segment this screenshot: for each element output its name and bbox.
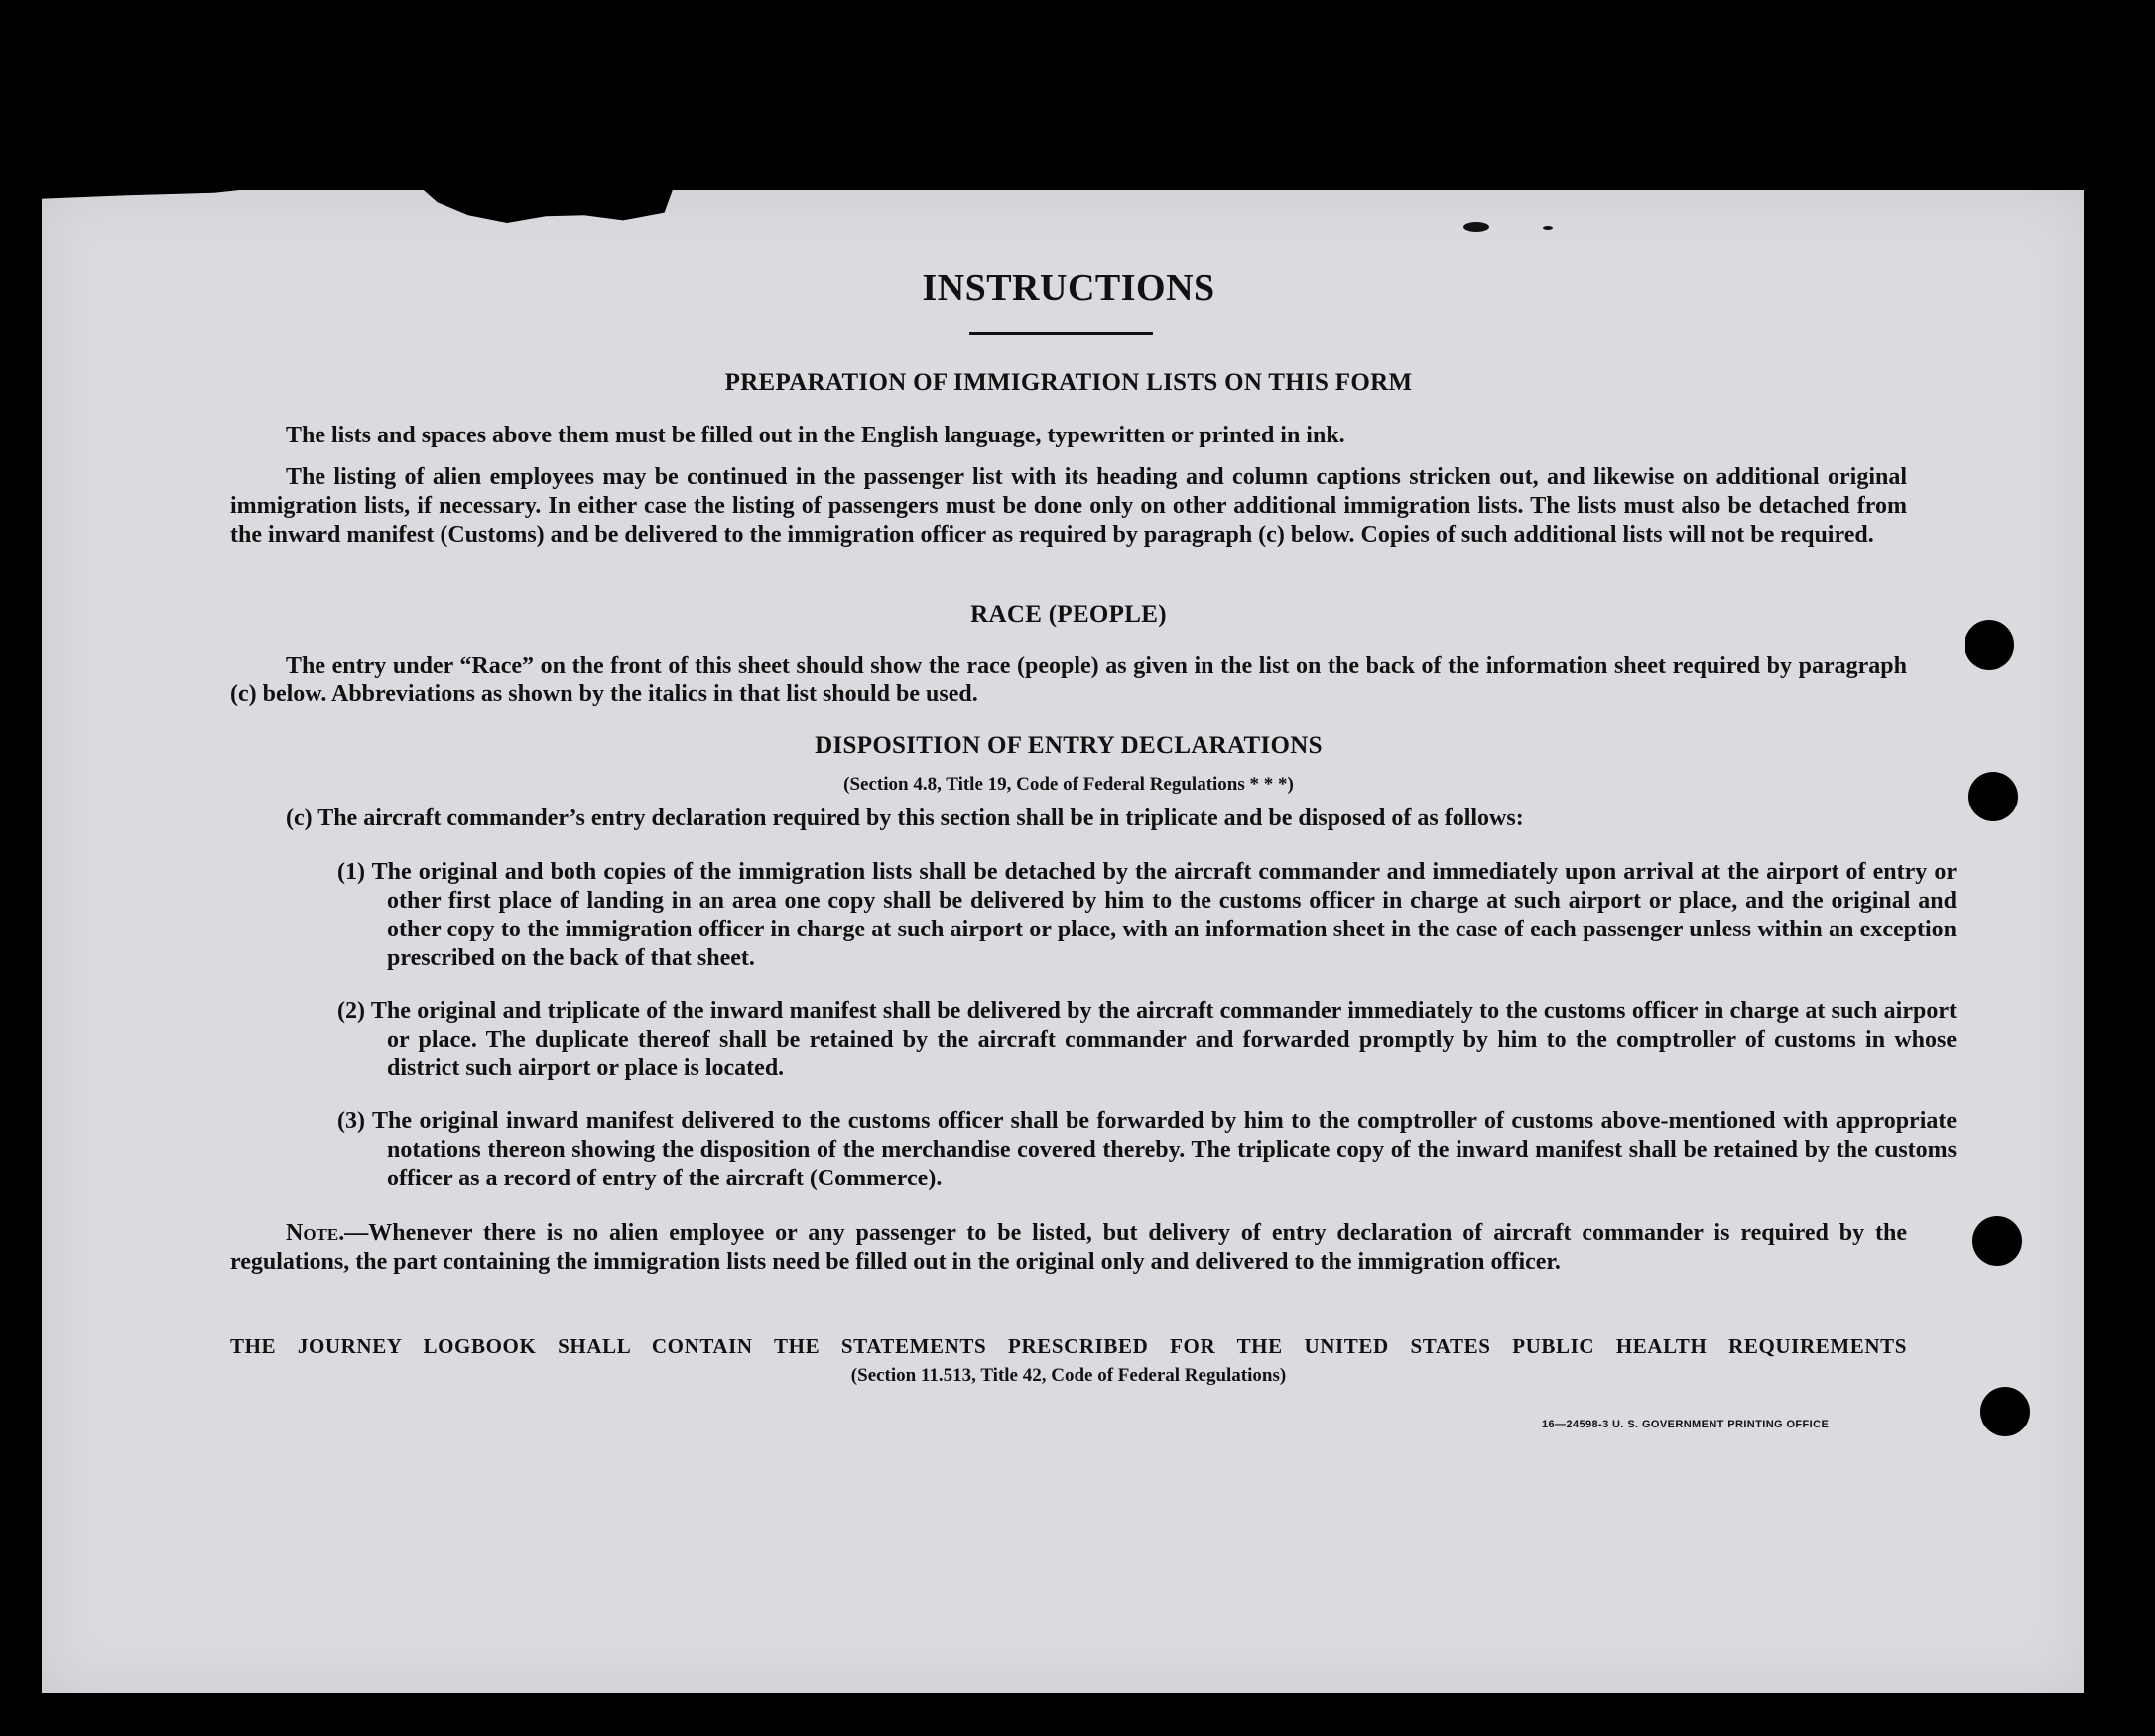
title-underline (969, 332, 1153, 335)
disposition-item-3: (3) The original inward manifest delivered to the customs officer shall be forwarded by him to the comptroller of customs above-mentioned with appropriate notations thereon showing the disposition of the merchandise covered thereby. The triplicate copy of the inward manifest shall be retained by the customs officer as a record of entry of the aircraft (Commerce). (337, 1108, 1957, 1191)
printer-mark: 16—24598-3 U. S. GOVERNMENT PRINTING OFFICE (1542, 1419, 1830, 1430)
ink-speck (1543, 226, 1553, 230)
note-paragraph (230, 1219, 1907, 1277)
disposition-heading: DISPOSITION OF ENTRY DECLARATIONS (815, 732, 1323, 759)
race-heading: RACE (PEOPLE) (970, 601, 1167, 628)
note-text: —Whenever there is no alien employee or any passenger to be listed, but delivery of entry declaration of aircraft commander is required by the regulations, the part containing the immigration lists need be filled out in the original only and delivered to the immigration officer. (230, 1220, 1907, 1275)
disposition-item-2: (2) The original and triplicate of the inward manifest shall be delivered by the aircraft commander immediately to the customs officer in charge at such airport or place. The duplicate thereof shall be retained by the aircraft commander and forwarded promptly by him to the comptroller of customs in whose district such airport or place is located. (337, 998, 1957, 1081)
preparation-paragraph-1: The lists and spaces above them must be filled out in the English language, typewritten or printed in ink. (286, 423, 1345, 448)
punch-hole (1965, 620, 2014, 670)
preparation-paragraph-2: The listing of alien employees may be continued in the passenger list with its heading and column captions stricken out, and likewise on additional original immigration lists, if necessary. In either case the listing of passengers must be done only on other additional immigration lists. The lists must also be detached from the inward manifest (Customs) and be delivered to the immigration officer as required by paragraph (c) below. Copies of such additional lists will not be required. (230, 464, 1907, 548)
logbook-citation: (Section 11.513, Title 42, Code of Federal Regulations) (850, 1365, 1287, 1386)
disposition-intro: (c) The aircraft commander’s entry declaration required by this section shall be in triplicate and be disposed of as follows: (286, 806, 1524, 831)
ink-speck (1463, 222, 1489, 232)
disposition-citation: (Section 4.8, Title 19, Code of Federal Regulations * * *) (843, 774, 1294, 795)
logbook-statement: THE JOURNEY LOGBOOK SHALL CONTAIN THE STATEMENTS PRESCRIBED FOR THE UNITED STATES PUBLIC HEALTH REQUIREMENTS (230, 1334, 1907, 1358)
disposition-item-1: (1) The original and both copies of the immigration lists shall be detached by the aircraft commander and immediately upon arrival at the airport of entry or other first place of landing in an area one copy shall be delivered by him to the customs officer in charge at such airport or place, and the original and other copy to the immigration officer in charge at such airport or place, with an information sheet in the case of each passenger unless within an exception prescribed on the back of that sheet. (337, 859, 1957, 971)
note-label: Note. (286, 1220, 345, 1246)
race-paragraph: The entry under “Race” on the front of this sheet should show the race (people) as given in the list on the back of the information sheet required by paragraph (c) below. Abbreviations as shown by the italics in that list should be used. (230, 653, 1907, 707)
punch-hole (1972, 1216, 2022, 1266)
punch-hole (1968, 772, 2018, 821)
page-title: INSTRUCTIONS (922, 267, 1215, 309)
preparation-heading: PREPARATION OF IMMIGRATION LISTS ON THIS FORM (724, 369, 1413, 396)
punch-hole (1980, 1387, 2030, 1436)
